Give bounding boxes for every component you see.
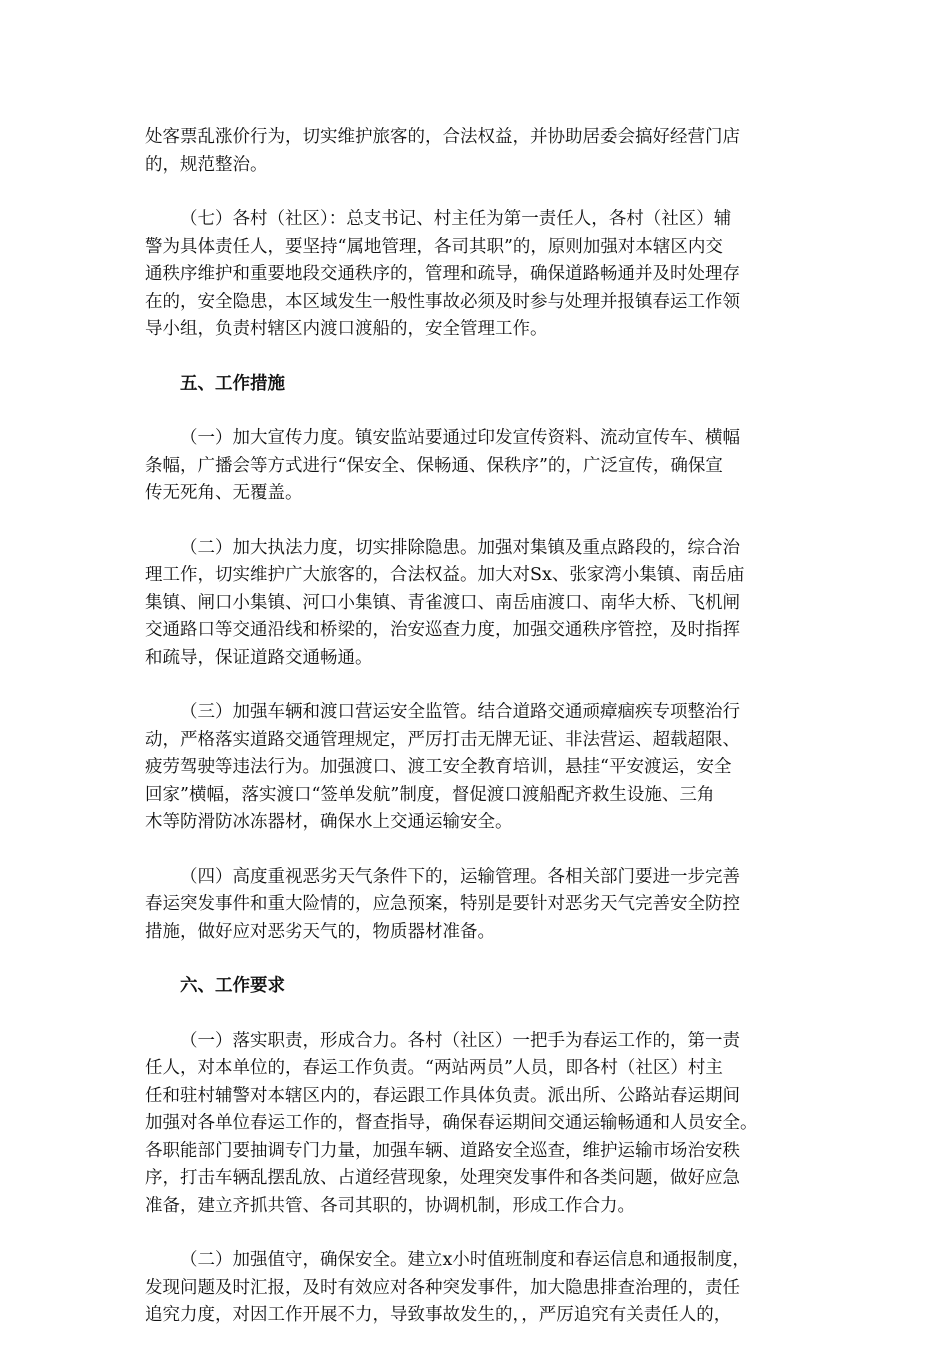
text-line: 和疏导，保证道路交通畅通。: [145, 647, 373, 668]
paragraph: [145, 1247, 817, 1330]
paragraph: [145, 425, 817, 508]
section-heading: 五、工作措施: [180, 373, 285, 394]
text-line: 春运突发事件和重大险情的，应急预案，特别是要针对恶劣天气完善安全防控: [145, 894, 740, 914]
text-line: 序，打击车辆乱摆乱放、占道经营现象，处理突发事件和各类问题，做好应急: [145, 1168, 740, 1188]
text-line: 的，规范整治。: [145, 154, 268, 175]
text-line: （一）加大宣传力度。镇安监站要通过印发宣传资料、流动宣传车、横幅: [180, 428, 740, 448]
text-line: 通秩序维护和重要地段交通秩序的，管理和疏导，确保道路畅通并及时处理存: [145, 264, 740, 284]
text-line: 集镇、闸口小集镇、河口小集镇、青雀渡口、南岳庙渡口、南华大桥、飞机闸: [145, 592, 740, 613]
text-line: 理工作，切实维护广大旅客的，合法权益。加大对Sx、张家湾小集镇、南岳庙: [145, 565, 745, 585]
paragraph: [145, 206, 817, 344]
text-line: 在的，安全隐患，本区域发生一般性事故必须及时参与处理并报镇春运工作领: [145, 291, 740, 312]
text-line: 任人，对本单位的，春运工作负责。“两站两员”人员，即各村（社区）村主: [145, 1058, 723, 1078]
text-line: （二）加强值守，确保安全。建立x小时值班制度和春运信息和通报制度，: [180, 1250, 750, 1270]
text-line: （三）加强车辆和渡口营运安全监管。结合道路交通顽瘴痼疾专项整治行: [180, 702, 740, 722]
text-line: 处客票乱涨价行为，切实维护旅客的，合法权益，并协助居委会搞好经营门店: [145, 127, 740, 147]
paragraph: [145, 1028, 817, 1221]
text-line: 追究力度，对因工作开展不力，导致事故发生的，，严厉追究有关责任人的，: [145, 1305, 732, 1325]
text-line: 动，严格落实道路交通管理规定，严厉打击无牌无证、非法营运、超载超限、: [145, 729, 740, 750]
text-line: 回家”横幅，落实渡口“签单发航”制度，督促渡口渡船配齐救生设施、三角: [145, 784, 715, 805]
text-line: （四）高度重视恶劣天气条件下的，运输管理。各相关部门要进一步完善: [180, 866, 740, 887]
text-line: 任和驻村辅警对本辖区内的，春运跟工作具体负责。派出所、公路站春运期间: [145, 1085, 740, 1106]
section-heading: 六、工作要求: [180, 976, 285, 996]
text-line: 木等防滑防冰冻器材，确保水上交通运输安全。: [145, 812, 513, 832]
text-line: 导小组，负责村辖区内渡口渡船的，安全管理工作。: [145, 319, 548, 339]
paragraph: [145, 864, 817, 947]
text-line: 各职能部门要抽调专门力量，加强车辆、道路安全巡查，维护运输市场治安秩: [145, 1140, 740, 1161]
text-line: 交通路口等交通沿线和桥梁的，治安巡查力度，加强交通秩序管控，及时指挥: [145, 620, 740, 640]
paragraph: [145, 699, 817, 837]
text-line: 发现问题及时汇报，及时有效应对各种突发事件，加大隐患排查治理的，责任: [145, 1277, 740, 1298]
text-line: （七）各村（社区）：总支书记、村主任为第一责任人，各村（社区）辅: [180, 209, 732, 229]
paragraph: [145, 535, 817, 673]
text-line: 传无死角、无覆盖。: [145, 483, 303, 503]
text-line: （一）落实职责，形成合力。各村（社区）一把手为春运工作的，第一责: [180, 1030, 740, 1051]
text-line: 措施，做好应对恶劣天气的，物质器材准备。: [145, 921, 495, 942]
paragraph: [145, 124, 817, 179]
text-line: 条幅，广播会等方式进行“保安全、保畅通、保秩序”的，广泛宣传，确保宣: [145, 455, 723, 476]
text-line: 准备，建立齐抓共管、各司其职的，协调机制，形成工作合力。: [145, 1195, 635, 1216]
document-body: [145, 124, 817, 1357]
text-line: 警为具体责任人，要坚持“属地管理，各司其职”的，原则加强对本辖区内交: [145, 236, 723, 257]
text-line: （二）加大执法力度，切实排除隐患。加强对集镇及重点路段的，综合治: [180, 537, 740, 558]
text-line: 加强对各单位春运工作的，督查指导，确保春运期间交通运输畅通和人员安全。: [145, 1113, 758, 1133]
text-line: 疲劳驾驶等违法行为。加强渡口、渡工安全教育培训，悬挂“平安渡运，安全: [145, 757, 732, 777]
